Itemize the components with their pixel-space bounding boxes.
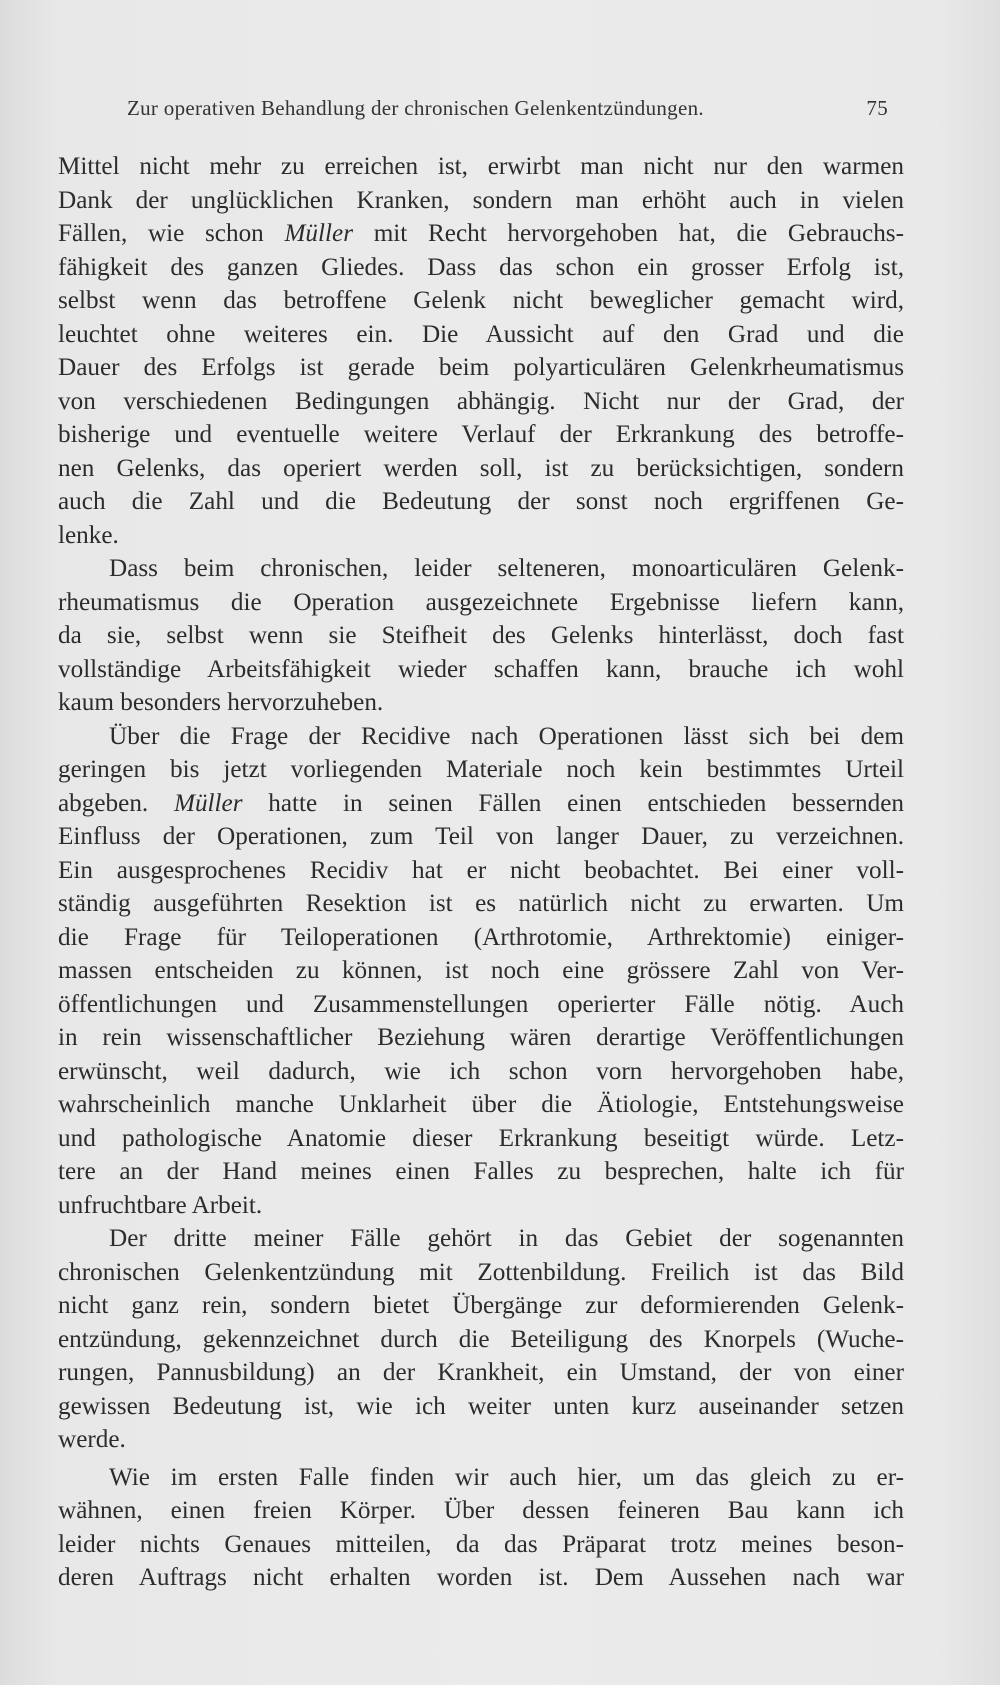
text-line: öffentlichungen und Zusammenstellungen operierter Fälle nötig. Auch bbox=[58, 990, 904, 1018]
text-line: wahrscheinlich manche Unklarheit über die Ätiologie, Entstehungsweise bbox=[58, 1091, 904, 1118]
text-line: und pathologische Anatomie dieser Erkrankung beseitigt würde. Letz- bbox=[58, 1124, 904, 1152]
text-line: unfruchtbare Arbeit. bbox=[58, 1191, 263, 1219]
text-line: Der dritte meiner Fälle gehört in das Gebiet der sogenannten bbox=[109, 1225, 904, 1252]
text-line: geringen bis jetzt vorliegenden Materiale noch kein bestimmtes Urteil bbox=[58, 756, 904, 783]
text-line: nen Gelenks, das operiert werden soll, ist zu berücksichtigen, sondern bbox=[58, 454, 904, 482]
text-line: Dass beim chronischen, leider selteneren, monoarticulären Gelenk- bbox=[109, 555, 904, 582]
text-line: lenke. bbox=[58, 521, 119, 549]
text-line: erwünscht, weil dadurch, wie ich schon vorn hervorgehoben habe, bbox=[58, 1057, 904, 1085]
text-line: da sie, selbst wenn sie Steifheit des Gelenks hinterlässt, doch fast bbox=[58, 622, 904, 649]
text-line: gewissen Bedeutung ist, wie ich weiter unten kurz auseinander setzen bbox=[58, 1392, 904, 1420]
text-line: von verschiedenen Bedingungen abhängig. Nicht nur der Grad, der bbox=[58, 387, 904, 415]
text-line: tere an der Hand meines einen Falles zu besprechen, halte ich für bbox=[58, 1158, 904, 1185]
text-line: Mittel nicht mehr zu erreichen ist, erwirbt man nicht nur den warmen bbox=[58, 153, 904, 180]
text-line: die Frage für Teiloperationen (Arthrotomie, Arthrektomie) einiger- bbox=[58, 923, 904, 951]
text-line: massen entscheiden zu können, ist noch eine grössere Zahl von Ver- bbox=[58, 957, 904, 984]
text-line: chronischen Gelenkentzündung mit Zottenbildung. Freilich ist das Bild bbox=[58, 1258, 904, 1286]
body-text bbox=[58, 150, 904, 1595]
text-line: rheumatismus die Operation ausgezeichnete Ergebnisse liefern kann, bbox=[58, 588, 904, 616]
text-line: fähigkeit des ganzen Gliedes. Dass das schon ein grosser Erfolg ist, bbox=[58, 253, 904, 281]
text-line: leider nichts Genaues mitteilen, da das Präparat trotz meines beson- bbox=[58, 1530, 904, 1558]
running-title: Zur operativen Behandlung der chronischen Gelenkentzündungen. bbox=[127, 96, 704, 120]
text-line: wähnen, einen freien Körper. Über dessen feineren Bau kann ich bbox=[58, 1497, 904, 1524]
text-line: vollständige Arbeitsfähigkeit wieder schaffen kann, brauche ich wohl bbox=[58, 655, 904, 683]
text-line: Wie im ersten Falle finden wir auch hier, um das gleich zu er- bbox=[109, 1463, 904, 1491]
text-line: deren Auftrags nicht erhalten worden ist. Dem Aussehen nach war bbox=[58, 1564, 904, 1591]
text-line: entzündung, gekennzeichnet durch die Beteiligung des Knorpels (Wuche- bbox=[58, 1325, 904, 1353]
text-line: Über die Frage der Recidive nach Operationen lässt sich bei dem bbox=[109, 722, 904, 750]
text-line: Dauer des Erfolgs ist gerade beim polyarticulären Gelenkrheumatismus bbox=[58, 354, 904, 381]
text-line: abgeben. Müller hatte in seinen Fällen einen entschieden bessernden bbox=[58, 789, 904, 817]
text-line: auch die Zahl und die Bedeutung der sonst noch ergriffenen Ge- bbox=[58, 488, 904, 515]
text-line: bisherige und eventuelle weitere Verlauf der Erkrankung des betroffe- bbox=[58, 421, 904, 448]
text-line: selbst wenn das betroffene Gelenk nicht beweglicher gemacht wird, bbox=[58, 287, 904, 314]
text-line: leuchtet ohne weiteres ein. Die Aussicht auf den Grad und die bbox=[58, 320, 904, 348]
text-line: Ein ausgesprochenes Recidiv hat er nicht beobachtet. Bei einer voll- bbox=[58, 856, 904, 884]
text-line: werde. bbox=[58, 1426, 126, 1453]
running-header bbox=[127, 96, 888, 121]
text-line: ständig ausgeführten Resektion ist es natürlich nicht zu erwarten. Um bbox=[58, 890, 904, 917]
text-line: Einfluss der Operationen, zum Teil von langer Dauer, zu verzeichnen. bbox=[58, 823, 904, 850]
text-line: kaum besonders hervorzuheben. bbox=[58, 689, 384, 716]
text-line: Fällen, wie schon Müller mit Recht hervorgehoben hat, die Gebrauchs- bbox=[58, 220, 904, 247]
text-line: rungen, Pannusbildung) an der Krankheit, ein Umstand, der von einer bbox=[58, 1359, 904, 1386]
page-number: 75 bbox=[866, 96, 888, 120]
text-line: in rein wissenschaftlicher Beziehung wären derartige Veröffentlichungen bbox=[58, 1024, 904, 1051]
text-line: nicht ganz rein, sondern bietet Übergänge zur deformierenden Gelenk- bbox=[58, 1292, 904, 1319]
text-line: Dank der unglücklichen Kranken, sondern man erhöht auch in vielen bbox=[58, 186, 904, 214]
